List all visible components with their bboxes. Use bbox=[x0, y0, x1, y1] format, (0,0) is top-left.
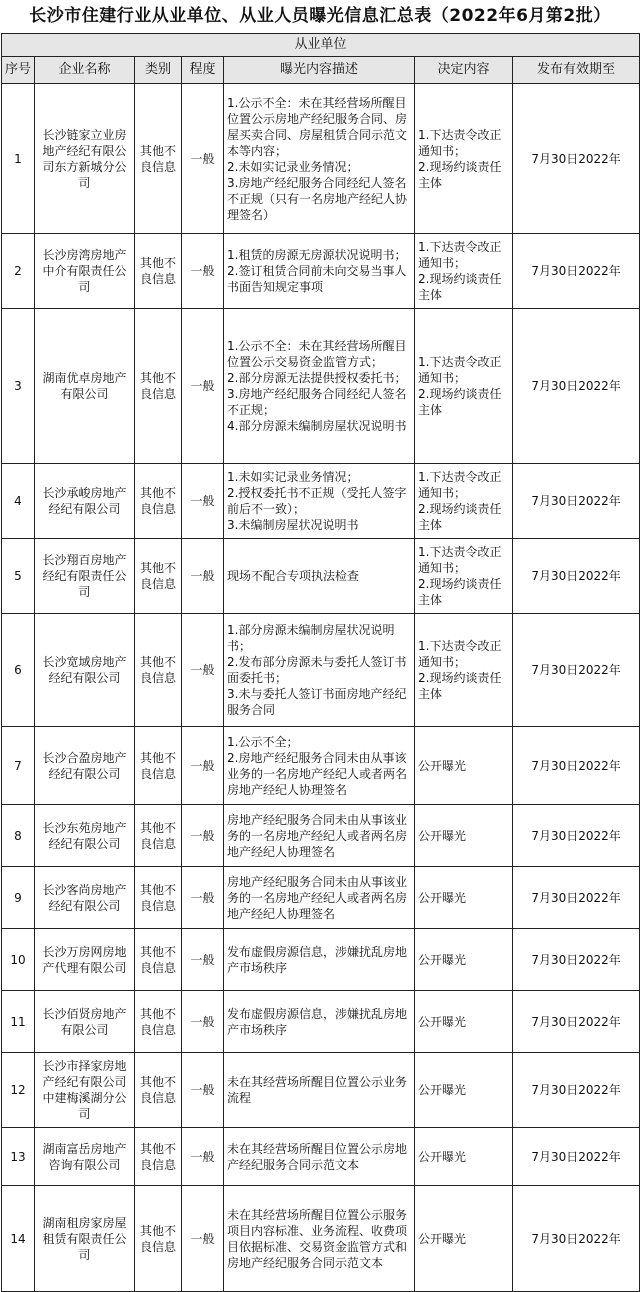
level-cell: 一般 bbox=[182, 727, 224, 805]
expiry-cell: 7月30日2022年 bbox=[513, 1186, 640, 1292]
decision-cell: 公开曝光 bbox=[415, 991, 513, 1053]
description-cell: 1.公示不全：未在其经营场所醒目位置公示房地产经纪服务合同、房屋买卖合同、房屋租赁合同示范文本等内容； 2.未如实记录业务情况； 3.房地产经纪服务合同经纪人签名不正规（只有一名房地产经纪人协理签名） bbox=[224, 84, 415, 234]
row-number: 7 bbox=[2, 727, 35, 805]
expiry-cell: 7月30日2022年 bbox=[513, 727, 640, 805]
row-number: 14 bbox=[2, 1186, 35, 1292]
category-cell: 其他不良信息 bbox=[135, 464, 182, 539]
description-cell: 1.部分房源未编制房屋状况说明书； 2.发布部分房源未与委托人签订书面委托书； 3.未与委托人签订书面房地产经纪服务合同 bbox=[224, 614, 415, 727]
expiry-cell: 7月30日2022年 bbox=[513, 614, 640, 727]
description-cell: 1.租赁的房源无房源状况说明书； 2.签订租赁合同前未向交易当事人书面告知规定事项 bbox=[224, 234, 415, 309]
row-number: 11 bbox=[2, 991, 35, 1053]
column-header: 发布有效期至 bbox=[513, 57, 640, 84]
decision-cell: 公开曝光 bbox=[415, 1186, 513, 1292]
description-cell: 发布虚假房源信息，涉嫌扰乱房地产市场秩序 bbox=[224, 929, 415, 991]
row-number: 4 bbox=[2, 464, 35, 539]
table-row bbox=[2, 84, 640, 234]
table-row bbox=[2, 1053, 640, 1128]
row-number: 3 bbox=[2, 309, 35, 464]
expiry-cell: 7月30日2022年 bbox=[513, 991, 640, 1053]
level-cell: 一般 bbox=[182, 1186, 224, 1292]
decision-cell: 公开曝光 bbox=[415, 867, 513, 929]
decision-cell: 1.下达责令改正通知书； 2.现场约谈责任主体 bbox=[415, 309, 513, 464]
table-row bbox=[2, 867, 640, 929]
row-number: 9 bbox=[2, 867, 35, 929]
company-name: 长沙佰贤房地产有限公司 bbox=[35, 991, 135, 1053]
category-cell: 其他不良信息 bbox=[135, 867, 182, 929]
category-cell: 其他不良信息 bbox=[135, 1186, 182, 1292]
column-header: 决定内容 bbox=[415, 57, 513, 84]
decision-cell: 1.下达责令改正通知书； 2.现场约谈责任主体 bbox=[415, 539, 513, 614]
description-cell: 房地产经纪服务合同未由从事该业务的一名房地产经纪人或者两名房地产经纪人协理签名 bbox=[224, 867, 415, 929]
decision-cell: 公开曝光 bbox=[415, 1053, 513, 1128]
table-row bbox=[2, 614, 640, 727]
decision-cell: 公开曝光 bbox=[415, 1128, 513, 1186]
level-cell: 一般 bbox=[182, 1128, 224, 1186]
expiry-cell: 7月30日2022年 bbox=[513, 929, 640, 991]
decision-cell: 1.下达责令改正通知书； 2.现场约谈责任主体 bbox=[415, 84, 513, 234]
description-cell: 未在其经营场所醒目位置公示业务流程 bbox=[224, 1053, 415, 1128]
description-cell: 未在其经营场所醒目位置公示服务项目内容标准、业务流程、收费项目依据标准、交易资金监管方式和房地产经纪服务合同示范文本 bbox=[224, 1186, 415, 1292]
category-cell: 其他不良信息 bbox=[135, 614, 182, 727]
company-name: 湖南优卓房地产有限公司 bbox=[35, 309, 135, 464]
table-row bbox=[2, 464, 640, 539]
table-row bbox=[2, 234, 640, 309]
company-name: 湖南富岳房地产咨询有限公司 bbox=[35, 1128, 135, 1186]
category-cell: 其他不良信息 bbox=[135, 234, 182, 309]
page-title: 长沙市住建行业从业单位、从业人员曝光信息汇总表（2022年6月第2批） bbox=[29, 6, 611, 26]
section-header: 从业单位 bbox=[2, 34, 640, 57]
description-cell: 未在其经营场所醒目位置公示房地产经纪服务合同示范文本 bbox=[224, 1128, 415, 1186]
expiry-cell: 7月30日2022年 bbox=[513, 1128, 640, 1186]
description-cell: 1.公示不全：未在其经营场所醒目位置公示交易资金监管方式； 2.部分房源无法提供授权委托书； 3.房地产经纪服务合同经纪人签名不正规； 4.部分房源未编制房屋状况说明书 bbox=[224, 309, 415, 464]
table-row bbox=[2, 805, 640, 867]
company-name: 长沙房湾房地产中介有限责任公司 bbox=[35, 234, 135, 309]
column-header: 曝光内容描述 bbox=[224, 57, 415, 84]
description-cell: 房地产经纪服务合同未由从事该业务的一名房地产经纪人或者两名房地产经纪人协理签名 bbox=[224, 805, 415, 867]
level-cell: 一般 bbox=[182, 84, 224, 234]
table-row bbox=[2, 929, 640, 991]
company-name: 长沙合盈房地产经纪有限公司 bbox=[35, 727, 135, 805]
column-header: 企业名称 bbox=[35, 57, 135, 84]
expiry-cell: 7月30日2022年 bbox=[513, 867, 640, 929]
category-cell: 其他不良信息 bbox=[135, 309, 182, 464]
category-cell: 其他不良信息 bbox=[135, 1053, 182, 1128]
row-number: 1 bbox=[2, 84, 35, 234]
table-row bbox=[2, 1186, 640, 1292]
decision-cell: 公开曝光 bbox=[415, 929, 513, 991]
row-number: 5 bbox=[2, 539, 35, 614]
level-cell: 一般 bbox=[182, 1053, 224, 1128]
expiry-cell: 7月30日2022年 bbox=[513, 309, 640, 464]
row-number: 8 bbox=[2, 805, 35, 867]
row-number: 12 bbox=[2, 1053, 35, 1128]
table-row bbox=[2, 991, 640, 1053]
level-cell: 一般 bbox=[182, 805, 224, 867]
level-cell: 一般 bbox=[182, 929, 224, 991]
category-cell: 其他不良信息 bbox=[135, 84, 182, 234]
category-cell: 其他不良信息 bbox=[135, 805, 182, 867]
level-cell: 一般 bbox=[182, 867, 224, 929]
row-number: 6 bbox=[2, 614, 35, 727]
company-name: 长沙万房网房地产代理有限公司 bbox=[35, 929, 135, 991]
description-cell: 发布虚假房源信息，涉嫌扰乱房地产市场秩序 bbox=[224, 991, 415, 1053]
company-name: 长沙宽域房地产经纪有限公司 bbox=[35, 614, 135, 727]
company-name: 长沙市择家房地产经纪有限公司中建梅溪湖分公司 bbox=[35, 1053, 135, 1128]
table-row bbox=[2, 309, 640, 464]
company-name: 长沙东苑房地产经纪有限公司 bbox=[35, 805, 135, 867]
row-number: 10 bbox=[2, 929, 35, 991]
company-name: 长沙链家立业房地产经纪有限公司东方新城分公司 bbox=[35, 84, 135, 234]
expiry-cell: 7月30日2022年 bbox=[513, 84, 640, 234]
expiry-cell: 7月30日2022年 bbox=[513, 1053, 640, 1128]
decision-cell: 公开曝光 bbox=[415, 805, 513, 867]
description-cell: 现场不配合专项执法检查 bbox=[224, 539, 415, 614]
company-name: 长沙客尚房地产经纪有限公司 bbox=[35, 867, 135, 929]
decision-cell: 1.下达责令改正通知书； 2.现场约谈责任主体 bbox=[415, 464, 513, 539]
description-cell: 1.公示不全； 2.房地产经纪服务合同未由从事该业务的一名房地产经纪人或者两名房地产经纪人协理签名 bbox=[224, 727, 415, 805]
category-cell: 其他不良信息 bbox=[135, 929, 182, 991]
company-name: 长沙承峻房地产经纪有限公司 bbox=[35, 464, 135, 539]
table-row bbox=[2, 727, 640, 805]
decision-cell: 1.下达责令改正通知书； 2.现场约谈责任主体 bbox=[415, 614, 513, 727]
table-row bbox=[2, 1128, 640, 1186]
category-cell: 其他不良信息 bbox=[135, 1128, 182, 1186]
level-cell: 一般 bbox=[182, 309, 224, 464]
company-name: 湖南租房家房屋租赁有限责任公司 bbox=[35, 1186, 135, 1292]
column-header: 序号 bbox=[2, 57, 35, 84]
column-header: 类别 bbox=[135, 57, 182, 84]
company-name: 长沙翔百房地产经纪有限责任公司 bbox=[35, 539, 135, 614]
column-header: 程度 bbox=[182, 57, 224, 84]
level-cell: 一般 bbox=[182, 464, 224, 539]
level-cell: 一般 bbox=[182, 539, 224, 614]
category-cell: 其他不良信息 bbox=[135, 539, 182, 614]
decision-cell: 1.下达责令改正通知书； 2.现场约谈责任主体 bbox=[415, 234, 513, 309]
description-cell: 1.未如实记录业务情况； 2.授权委托书不正规（受托人签字前后不一致）； 3.未编制房屋状况说明书 bbox=[224, 464, 415, 539]
row-number: 13 bbox=[2, 1128, 35, 1186]
expiry-cell: 7月30日2022年 bbox=[513, 805, 640, 867]
expiry-cell: 7月30日2022年 bbox=[513, 539, 640, 614]
level-cell: 一般 bbox=[182, 234, 224, 309]
level-cell: 一般 bbox=[182, 614, 224, 727]
category-cell: 其他不良信息 bbox=[135, 727, 182, 805]
level-cell: 一般 bbox=[182, 991, 224, 1053]
table-row bbox=[2, 539, 640, 614]
expiry-cell: 7月30日2022年 bbox=[513, 234, 640, 309]
row-number: 2 bbox=[2, 234, 35, 309]
decision-cell: 公开曝光 bbox=[415, 727, 513, 805]
expiry-cell: 7月30日2022年 bbox=[513, 464, 640, 539]
category-cell: 其他不良信息 bbox=[135, 991, 182, 1053]
exposure-table bbox=[1, 33, 640, 1292]
